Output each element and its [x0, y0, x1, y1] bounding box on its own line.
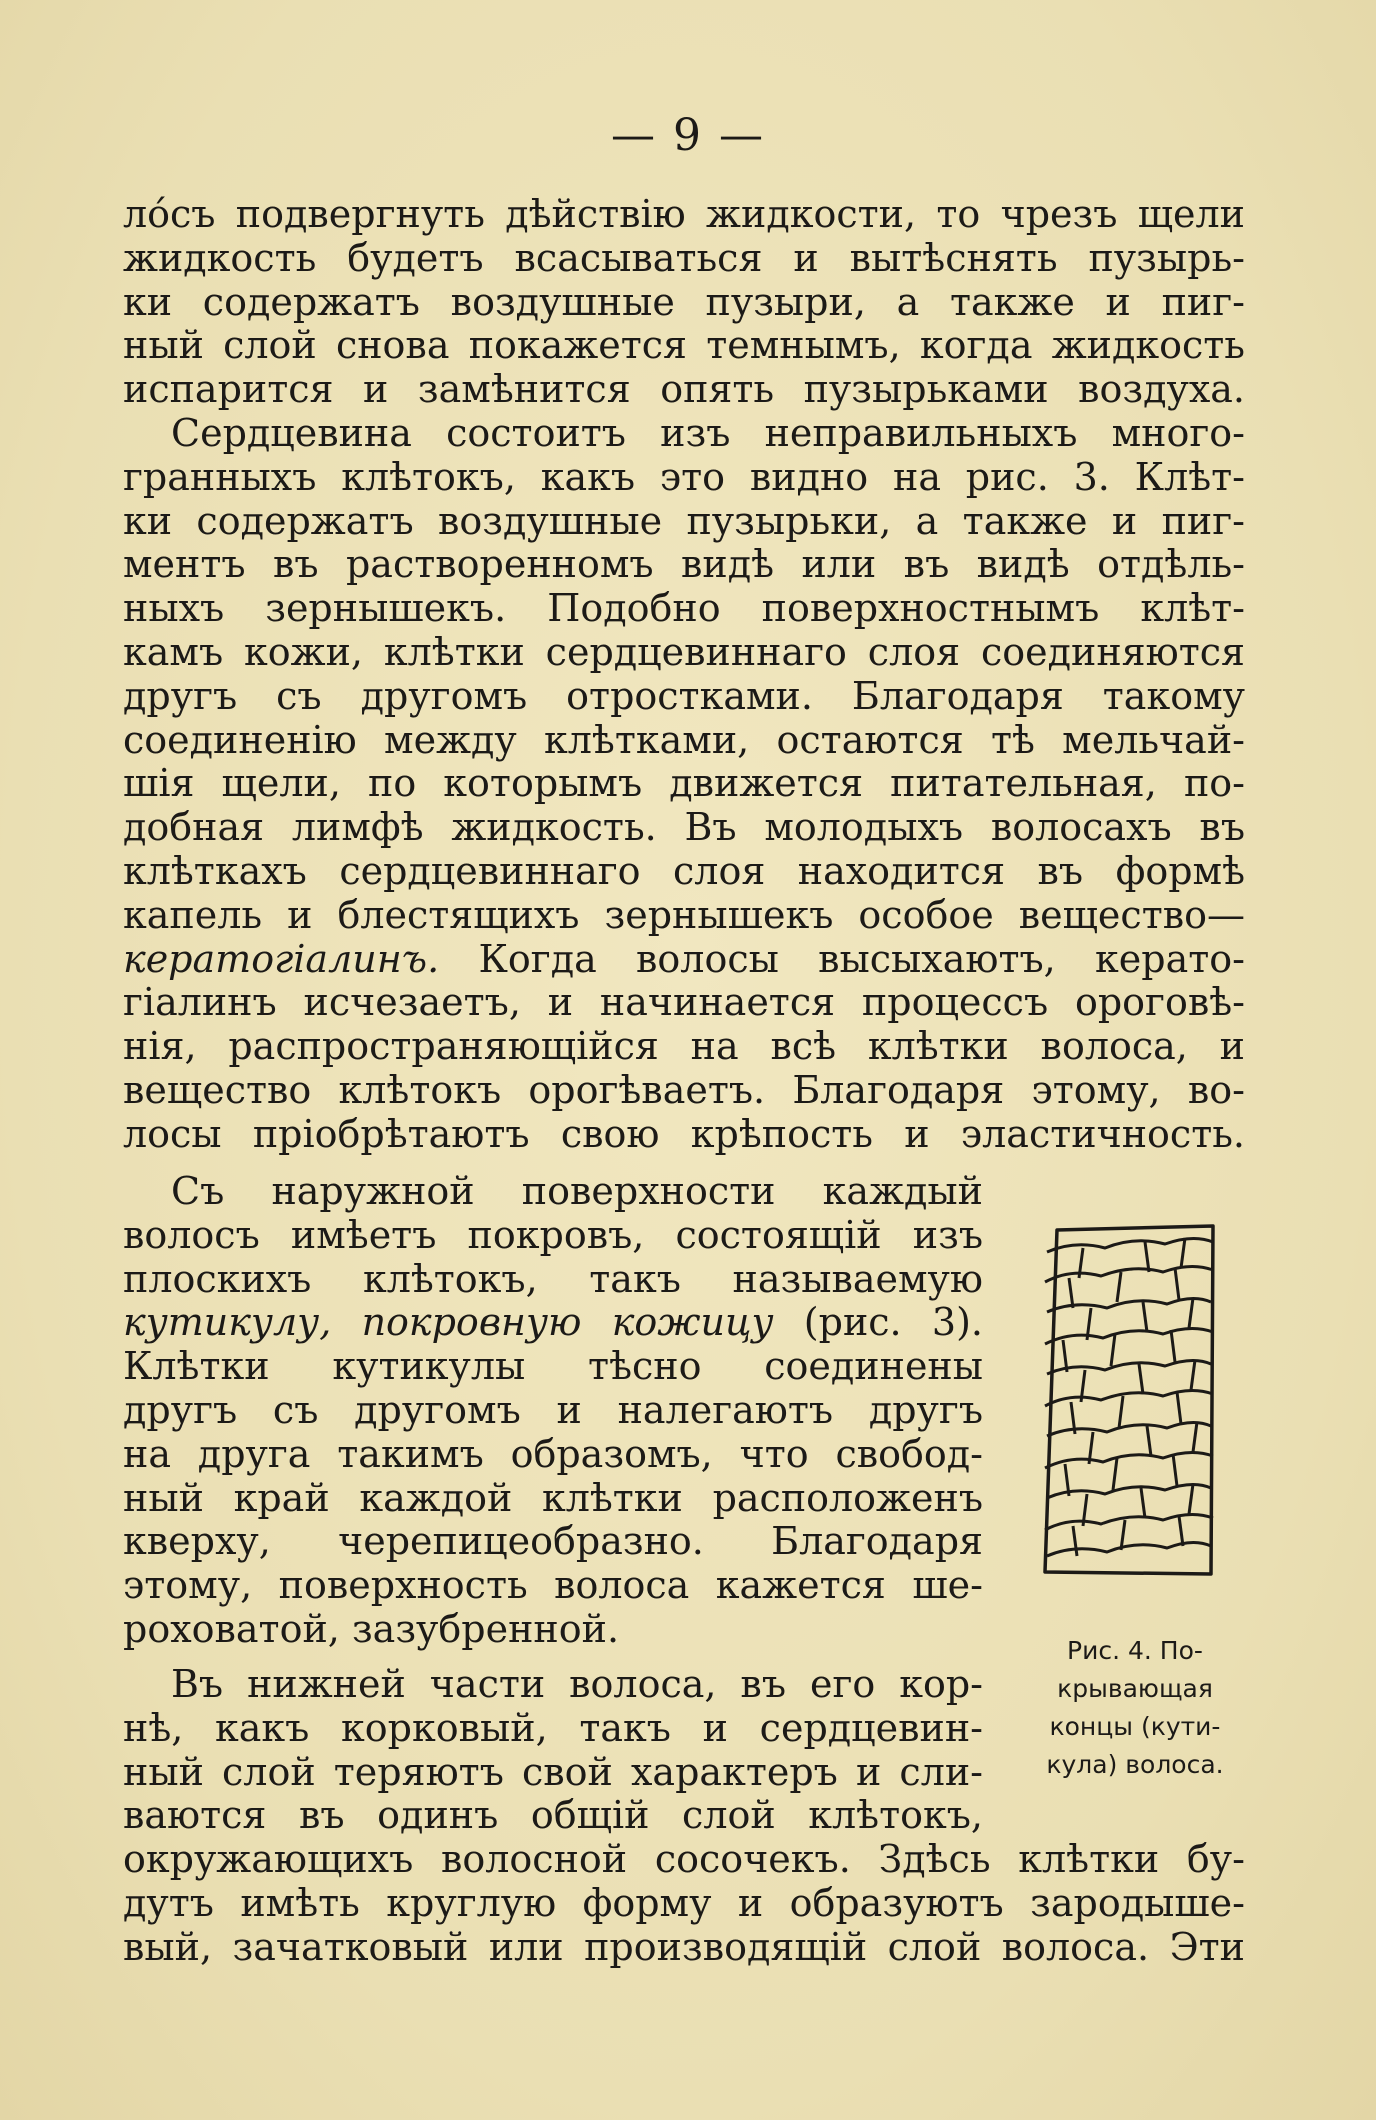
text-line: ваются въ одинъ общій слой клѣтокъ,	[123, 1793, 983, 1838]
text-line: Съ наружной поверхности каждый	[171, 1169, 983, 1213]
text-line: клѣткахъ сердцевиннаго слоя находится въ формѣ	[123, 848, 1245, 893]
text-line: другъ съ другомъ отростками. Благодаря такому	[123, 673, 1245, 718]
text-line: этому, поверхность волоса кажется ше-	[123, 1563, 983, 1608]
text-line: нѣ, какъ корковый, такъ и сердцевин-	[123, 1705, 983, 1750]
caption-line: крывающая	[1057, 1674, 1213, 1703]
text-line: вещество клѣтокъ орогѣваетъ. Благодаря этому, во-	[123, 1067, 1245, 1112]
text-line: Сердцевина состоитъ изъ неправильныхъ много-	[171, 410, 1245, 455]
text-line: ный край каждой клѣтки расположенъ	[123, 1475, 983, 1520]
text-line: Въ нижней части волоса, въ его кор-	[171, 1662, 983, 1706]
text-fragment: Когда волосы высыхаютъ, керато-	[439, 936, 1245, 981]
text-line: ныхъ зернышекъ. Подобно поверхностнымъ клѣт-	[123, 586, 1245, 631]
caption-line: концы (кути-	[1049, 1712, 1221, 1741]
italic-term: кератогіалинъ.	[123, 936, 440, 981]
text-line: добная лимфѣ жидкость. Въ молодыхъ волосахъ въ	[123, 805, 1245, 850]
text-line	[123, 1301, 983, 1345]
figure-caption	[1015, 1632, 1255, 1784]
text-line: вый, зачатковый или производящій слой волоса. Эти	[123, 1924, 1245, 1969]
text-line: жидкость будетъ всасываться и вытѣснять пузырь-	[123, 235, 1245, 280]
text-line	[123, 938, 1245, 982]
paragraph-1	[123, 193, 1245, 412]
text-line: шія щели, по которымъ движется питательная, по-	[123, 761, 1245, 806]
text-line: окружающихъ волосной сосочекъ. Здѣсь клѣтки бу-	[123, 1837, 1245, 1881]
text-line: ментъ въ растворенномъ видѣ или въ видѣ отдѣль-	[123, 542, 1245, 587]
text-line: Клѣтки кутикулы тѣсно соединены	[123, 1344, 983, 1389]
text-line: камъ кожи, клѣтки сердцевиннаго слоя соединяются	[123, 629, 1245, 674]
text-line: соединенію между клѣтками, остаются тѣ мельчай-	[123, 717, 1245, 762]
text-line: ки содержатъ воздушные пузырьки, а также и пиг-	[123, 498, 1245, 543]
text-line: волосъ имѣетъ покровъ, состоящій изъ	[123, 1212, 983, 1257]
text-line: другъ съ другомъ и налегаютъ другъ	[123, 1387, 983, 1432]
cuticle-cells-figure	[1035, 1222, 1225, 1582]
page-number: — 9 —	[611, 110, 765, 161]
paragraph-4-wrap	[123, 1663, 983, 1838]
text-line: на друга такимъ образомъ, что свобод-	[123, 1431, 983, 1476]
paragraph-2	[123, 412, 1245, 1157]
body-text-top	[123, 193, 1245, 1157]
text-line: капель и блестящихъ зернышекъ особое вещество—	[123, 892, 1245, 937]
text-line: лосы пріобрѣтаютъ свою крѣпость и эластичность.	[123, 1111, 1245, 1156]
text-line: гіалинъ исчезаетъ, и начинается процессъ ороговѣ-	[123, 980, 1245, 1025]
text-line: ный слой теряютъ свой характеръ и сли-	[123, 1749, 983, 1794]
text-line: плоскихъ клѣтокъ, такъ называемую	[123, 1256, 983, 1301]
text-line: гранныхъ клѣтокъ, какъ это видно на рис. 3. Клѣт-	[123, 454, 1245, 499]
text-fragment: (рис. 3).	[773, 1300, 983, 1345]
text-line: дутъ имѣть круглую форму и образуютъ зародыше-	[123, 1880, 1245, 1925]
caption-line: Рис. 4. По-	[1067, 1636, 1203, 1665]
text-line: испарится и замѣнится опять пузырьками воздуха.	[123, 367, 1245, 412]
caption-line: кула) волоса.	[1046, 1750, 1224, 1779]
text-line: ло́съ подвергнуть дѣйствію жидкости, то чрезъ щели	[123, 192, 1245, 236]
text-line: ки содержатъ воздушные пузыри, а также и пиг-	[123, 279, 1245, 324]
text-line: нія, распространяющійся на всѣ клѣтки волоса, и	[123, 1024, 1245, 1069]
text-line: кверху, черепицеобразно. Благодаря	[123, 1519, 983, 1564]
paragraph-3	[123, 1170, 983, 1652]
italic-term: кутикулу, покровную кожицу	[123, 1300, 774, 1345]
paragraph-4-full	[123, 1838, 1245, 1969]
text-line: ный слой снова покажется темнымъ, когда жидкость	[123, 323, 1245, 368]
text-line: роховатой, зазубренной.	[123, 1606, 620, 1651]
